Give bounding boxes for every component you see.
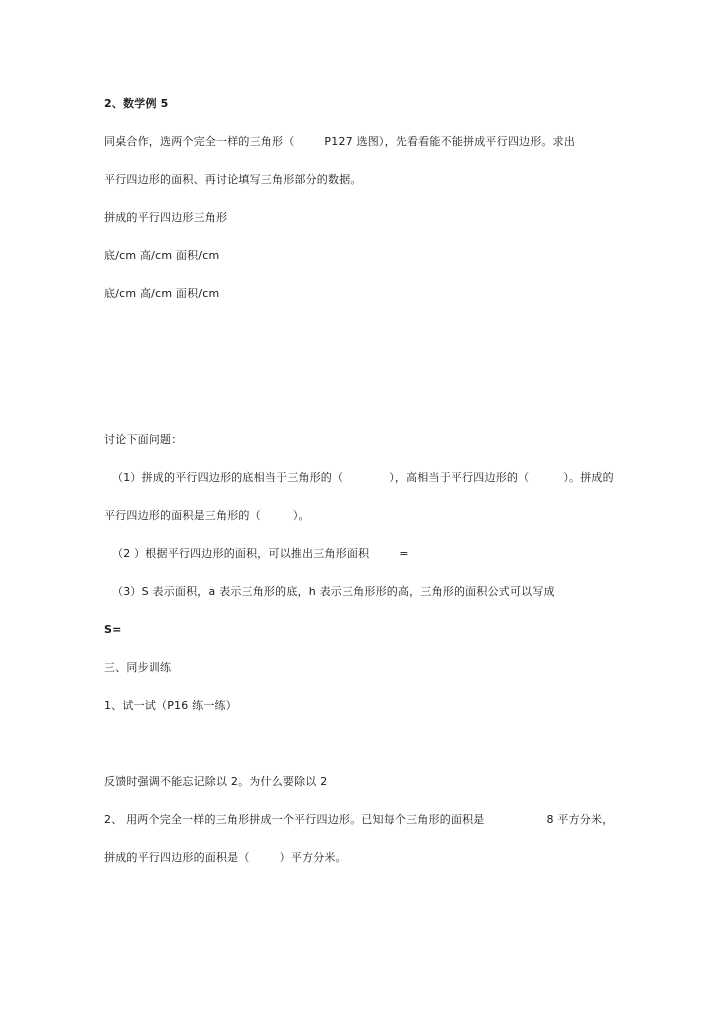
question-1-part-4: 平行四边形的面积是三角形的（ [104,509,261,522]
discussion-heading: 讨论下面问题： [104,433,183,446]
question-1-part-1: （1）拼成的平行四边形的底相当于三角形的（ [112,471,344,484]
example-heading: 2、数学例 5 [104,97,169,110]
question-2 [112,547,409,561]
exercise-1: 1、试一试（P16 练一练） [104,699,237,712]
question-1-part-3: ）。拼成的 [563,471,614,484]
task-instruction-part-2: P127 选图），先看看能不能拼成平行四边形。求出 [324,135,576,148]
exercise-2-part-3: 拼成的平行四边形的面积是（ [104,851,250,864]
section-heading-practice: 三、同步训练 [104,661,172,674]
task-instruction-line-1 [104,135,575,149]
task-instruction-part-1: 同桌合作，选两个完全一样的三角形（ [104,135,295,148]
task-instruction-line-2: 平行四边形的面积、再讨论填写三角形部分的数据。 [104,173,362,186]
question-1-line-1 [112,471,614,485]
question-1-part-5: ）。 [292,509,310,522]
exercise-2-line-1 [104,813,613,827]
table-header-row: 拼成的平行四边形三角形 [104,211,228,224]
formula-line: S= [104,623,122,636]
question-1-part-2: ），高相当于平行四边形的（ [389,471,530,484]
table-row-parallelogram: 底/cm 高/cm 面积/cm [104,249,220,262]
exercise-2-part-2: 8 平方分米， [546,813,614,826]
table-row-triangle: 底/cm 高/cm 面积/cm [104,287,220,300]
feedback-note: 反馈时强调不能忘记除以 2。为什么要除以 2 [104,775,328,788]
question-2-equals: = [399,547,409,560]
question-3: （3）S 表示面积，a 表示三角形的底，h 表示三角形形的高，三角形的面积公式可以写成 [112,585,555,598]
exercise-2-part-4: ）平方分米。 [279,851,347,864]
question-1-line-2 [104,509,310,523]
question-2-text: （2 ）根据平行四边形的面积，可以推出三角形面积 [112,547,370,560]
exercise-2-part-1: 2、 用两个完全一样的三角形拼成一个平行四边形。已知每个三角形的面积是 [104,813,485,826]
exercise-2-line-2 [104,851,347,865]
